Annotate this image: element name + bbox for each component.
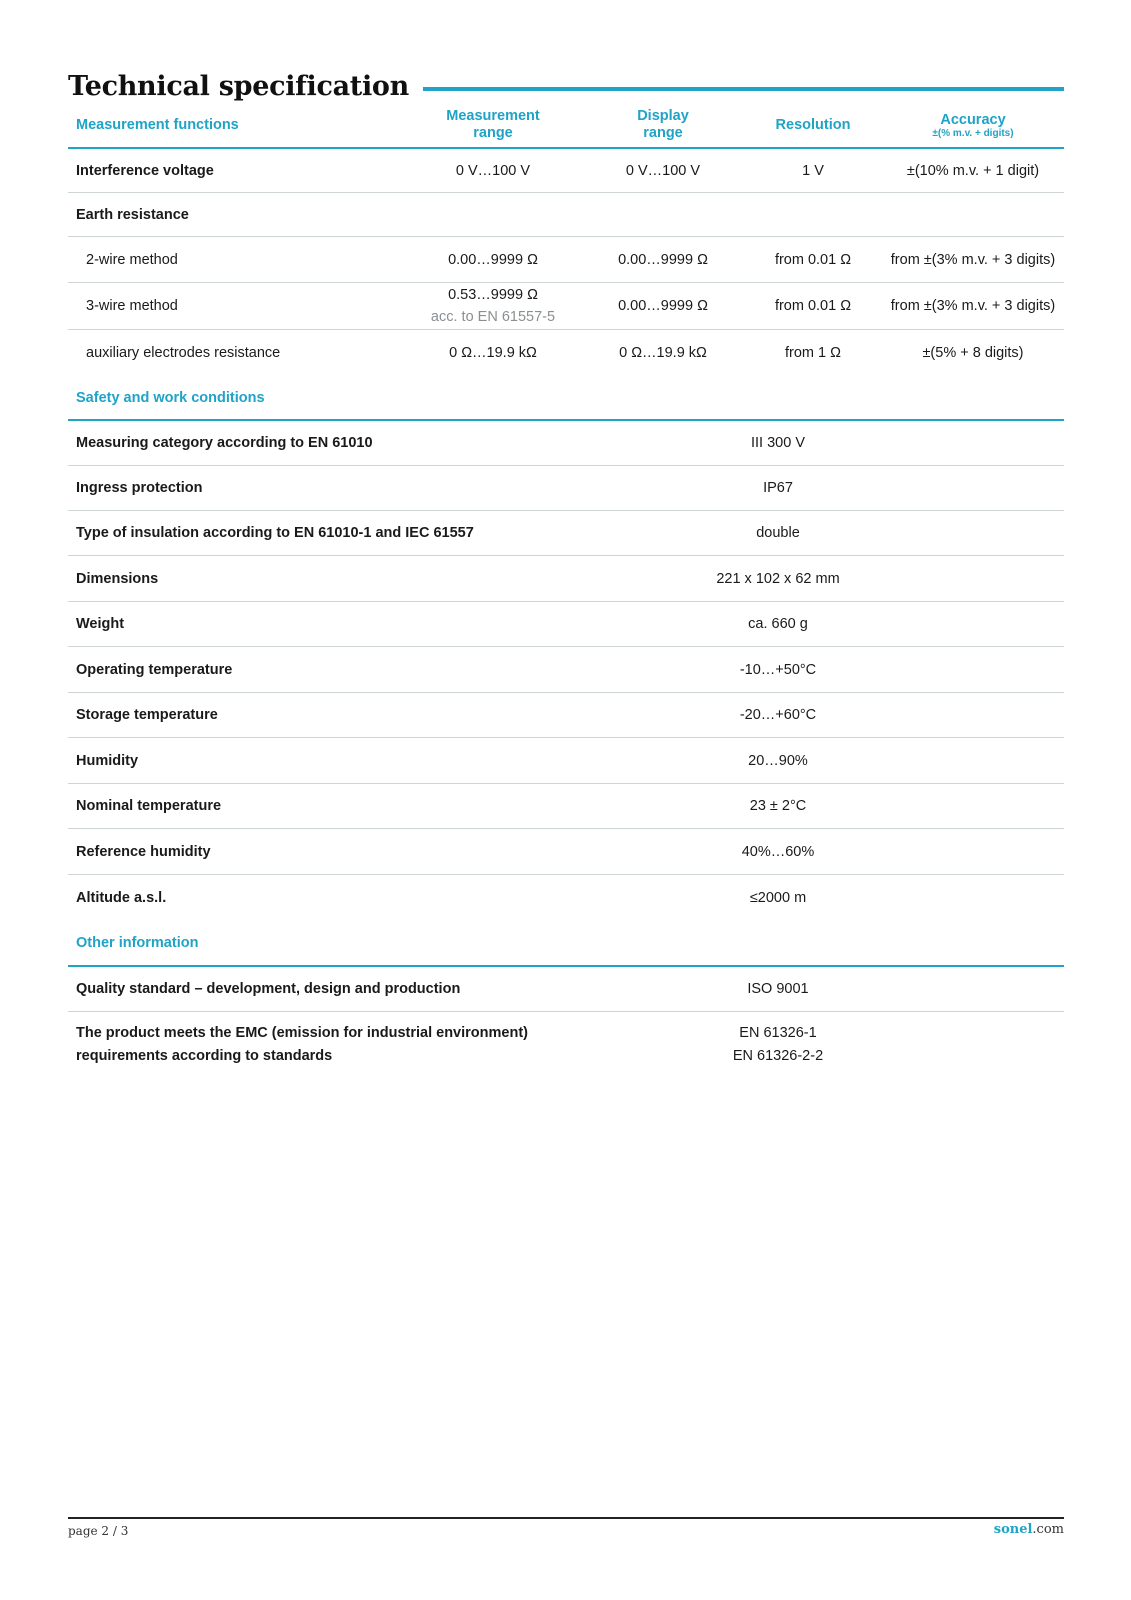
- header-resolution: Resolution: [775, 117, 851, 133]
- safety-value: 221 x 102 x 62 mm: [716, 570, 840, 587]
- safety-value: ca. 660 g: [748, 616, 808, 632]
- emc-row: [68, 1012, 1064, 1078]
- three-wire-label: 3-wire method: [86, 298, 178, 314]
- earth-resistance-row: [68, 193, 1064, 237]
- aux-display-range: 0 Ω…19.9 kΩ: [619, 345, 707, 361]
- footer-rule: [68, 1517, 1064, 1519]
- two-wire-label: 2-wire method: [86, 251, 178, 268]
- earth-resistance-label: Earth resistance: [76, 206, 189, 223]
- safety-label: Humidity: [76, 752, 139, 769]
- emc-label-line2: requirements according to standards: [76, 1048, 333, 1064]
- three-wire-accuracy: from ±(3% m.v. + 3 digits): [890, 298, 1056, 314]
- two-wire-display-range: 0.00…9999 Ω: [618, 251, 708, 268]
- quality-row: [68, 967, 1064, 1012]
- three-wire-mr-note: acc. to EN 61557-5: [430, 309, 556, 325]
- emc-value-line1: EN 61326-1: [739, 1025, 817, 1041]
- safety-header: Safety and work conditions: [76, 389, 265, 406]
- three-wire-row: [68, 283, 1064, 330]
- header-accuracy: [883, 103, 1063, 147]
- title-rule: [423, 87, 1064, 91]
- three-wire-display-range: 0.00…9999 Ω: [618, 298, 708, 314]
- title-row: [68, 66, 1064, 106]
- header-display-range: [588, 103, 738, 147]
- aux-resolution: from 1 Ω: [785, 345, 841, 361]
- header-functions: Measurement functions: [76, 117, 239, 133]
- page-title: Technical specification: [68, 70, 409, 102]
- footer-domain: .com: [1032, 1522, 1064, 1537]
- safety-row: [68, 693, 1064, 738]
- measurement-header-row: [68, 103, 1064, 149]
- interference-resolution: 1 V: [802, 162, 824, 179]
- other-header-row: [68, 921, 1064, 967]
- safety-label: Storage temperature: [76, 707, 218, 723]
- header-measurement-range: [403, 103, 583, 147]
- safety-label: Operating temperature: [76, 661, 233, 678]
- emc-value: [628, 1012, 928, 1078]
- safety-value: ≤2000 m: [749, 890, 807, 906]
- header-measurement-range-line2: range: [473, 125, 513, 141]
- header-measurement-range-line1: Measurement: [446, 108, 540, 124]
- safety-row: [68, 511, 1064, 556]
- safety-row: [68, 556, 1064, 602]
- safety-value: 20…90%: [748, 752, 808, 769]
- aux-label: auxiliary electrodes resistance: [86, 345, 281, 361]
- aux-electrodes-row: [68, 330, 1064, 376]
- safety-label: Ingress protection: [76, 480, 203, 496]
- two-wire-accuracy: from ±(3% m.v. + 3 digits): [890, 251, 1056, 268]
- safety-row: [68, 784, 1064, 829]
- safety-header-row: [68, 376, 1064, 421]
- footer-brand: sonel: [993, 1522, 1033, 1537]
- aux-accuracy: ±(5% + 8 digits): [922, 345, 1024, 361]
- three-wire-resolution: from 0.01 Ω: [774, 298, 852, 314]
- page-number: page 2 / 3: [68, 1524, 129, 1538]
- emc-label-line1: The product meets the EMC (emission for industrial environment): [76, 1025, 528, 1041]
- safety-value: IP67: [763, 480, 793, 496]
- safety-row: [68, 421, 1064, 466]
- interference-voltage-row: [68, 149, 1064, 193]
- safety-label: Weight: [76, 616, 125, 632]
- two-wire-measurement-range: 0.00…9999 Ω: [448, 251, 538, 268]
- safety-row: [68, 466, 1064, 511]
- interference-display-range: 0 V…100 V: [625, 162, 701, 179]
- safety-label: Reference humidity: [76, 843, 211, 860]
- interference-label: Interference voltage: [76, 162, 214, 179]
- safety-value: III 300 V: [750, 435, 805, 451]
- safety-label: Nominal temperature: [76, 798, 222, 814]
- safety-value: -20…+60°C: [739, 707, 817, 723]
- three-wire-measurement-range: [403, 283, 583, 329]
- safety-label: Type of insulation according to EN 61010-1 and IEC 61557: [76, 525, 474, 541]
- safety-value: 23 ± 2°C: [749, 798, 807, 814]
- emc-label: [76, 1012, 596, 1078]
- safety-label: Measuring category according to EN 61010: [76, 435, 373, 451]
- emc-value-line2: EN 61326-2-2: [732, 1048, 824, 1064]
- header-display-range-line2: range: [643, 125, 683, 141]
- footer-website[interactable]: [994, 1522, 1064, 1537]
- safety-row: [68, 602, 1064, 647]
- safety-value: 40%…60%: [741, 843, 815, 860]
- header-accuracy-sub: ±(% m.v. + digits): [932, 127, 1014, 139]
- safety-label: Dimensions: [76, 570, 159, 587]
- safety-row: [68, 647, 1064, 693]
- two-wire-resolution: from 0.01 Ω: [774, 251, 852, 268]
- interference-measurement-range: 0 V…100 V: [455, 162, 531, 179]
- header-accuracy-label: Accuracy: [940, 111, 1006, 128]
- safety-value: double: [756, 525, 800, 541]
- aux-measurement-range: 0 Ω…19.9 kΩ: [449, 345, 537, 361]
- safety-label: Altitude a.s.l.: [76, 890, 167, 906]
- safety-row: [68, 738, 1064, 784]
- three-wire-mr-value: 0.53…9999 Ω: [448, 287, 538, 303]
- two-wire-row: [68, 237, 1064, 283]
- quality-label: Quality standard – development, design and production: [76, 981, 461, 997]
- safety-value: -10…+50°C: [739, 661, 817, 678]
- safety-row: [68, 875, 1064, 921]
- other-header: Other information: [76, 935, 199, 951]
- quality-value: ISO 9001: [747, 981, 809, 997]
- safety-row: [68, 829, 1064, 875]
- interference-accuracy: ±(10% m.v. + 1 digit): [906, 162, 1040, 179]
- header-display-range-line1: Display: [637, 108, 689, 124]
